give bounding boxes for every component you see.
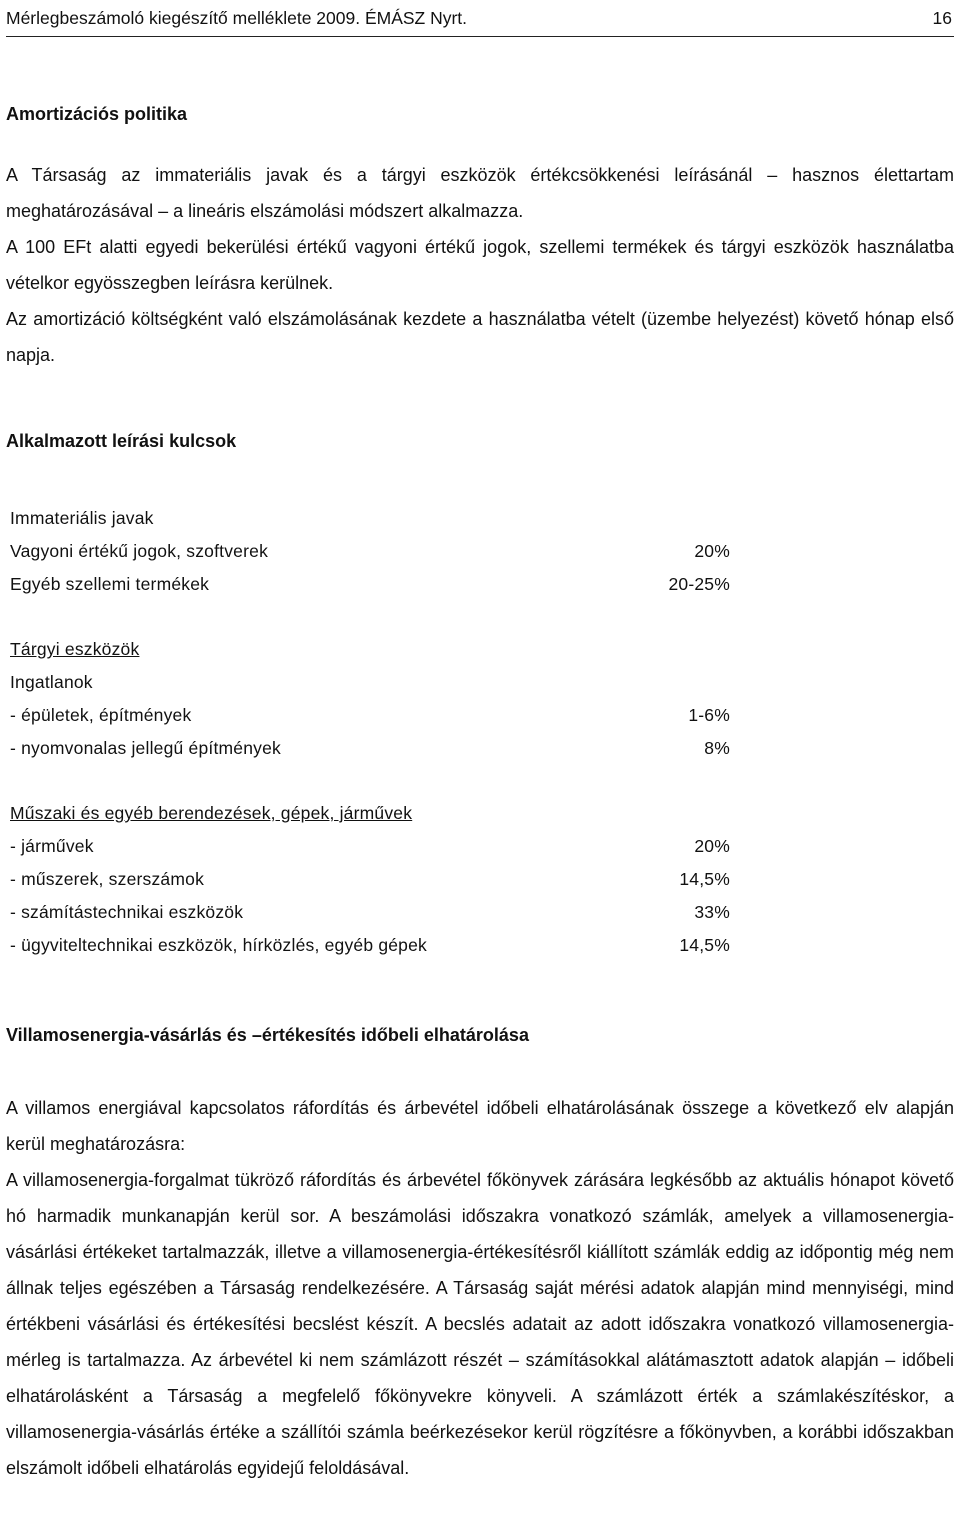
rate-value: 20-25% xyxy=(668,574,730,594)
rate-value: 14,5% xyxy=(679,935,730,955)
header-title: Mérlegbeszámoló kiegészítő melléklete 2009. ÉMÁSZ Nyrt. xyxy=(6,8,468,28)
rate-row xyxy=(10,699,730,732)
rate-row xyxy=(10,863,730,896)
energy-paragraph-2: A villamosenergia-forgalmat tükröző ráfordítás és árbevétel főkönyvek zárására legkésőbb az aktuális hónapot követő hó harmadik munkanapján kerül sor. A beszámolási időszakra vonatkozó számlák, amelyek a villamosenergia-vásárlási értékeket tartalmazzák, illetve a villamosenergia-értékesítésről kiállított számlák eddig az időpontig még nem állnak teljes egészében a Társaság rendelkezésére. A Társaság saját mérési adatok alapján mind mennyiségi, mind értékbeni vásárlási és értékesítési becslést készít. A becslés adatait az adott időszakra vonatkozó villamosenergia-mérleg is tartalmazza. Az árbevétel ki nem számlázott részét – számításokkal alátámasztott adatok alapján – időbeli elhatárolásként a Társaság a megfelelő főkönyvekre könyveli. A számlázott érték a számlakészítéskor, a villamosenergia-vásárlás értéke a szállítói számla beérkezésekor kerül rögzítésre a főkönyvben, a korábbi időszakban elszámolt időbeli elhatárolás egyidejű feloldásával. xyxy=(6,1170,954,1478)
rate-row xyxy=(10,929,730,962)
amortization-paragraph-3: Az amortizáció költségként való elszámolásának kezdete a használatba vételt (üzembe helyezést) követő hónap első napja. xyxy=(6,309,954,365)
rate-label: Egyéb szellemi termékek xyxy=(10,574,210,594)
energy-heading: Villamosenergia-vásárlás és –értékesítés időbeli elhatárolása xyxy=(6,1025,529,1045)
rate-label: Vagyoni értékű jogok, szoftverek xyxy=(10,541,269,561)
rate-value: 8% xyxy=(704,738,730,758)
realestate-title: Ingatlanok xyxy=(10,672,93,692)
machinery-title-row xyxy=(10,797,730,830)
intangible-title: Immateriális javak xyxy=(10,508,154,528)
rate-label: - számítástechnikai eszközök xyxy=(10,902,244,922)
tangible-rates xyxy=(10,633,730,765)
tangible-title: Tárgyi eszközök xyxy=(10,639,140,659)
tangible-title-row xyxy=(10,633,730,666)
realestate-title-row xyxy=(10,666,730,699)
intangible-rates xyxy=(10,502,730,601)
rate-row xyxy=(10,896,730,929)
rates-heading: Alkalmazott leírási kulcsok xyxy=(6,431,237,451)
amortization-heading: Amortizációs politika xyxy=(6,104,188,124)
amortization-paragraph-2: A 100 EFt alatti egyedi bekerülési értékű vagyoni értékű jogok, szellemi termékek és tárgyi eszközök használatba vételkor egyösszegben leírásra kerülnek. xyxy=(6,237,954,293)
rate-value: 20% xyxy=(694,836,730,856)
rate-label: - nyomvonalas jellegű építmények xyxy=(10,738,281,758)
energy-paragraph-1: A villamos energiával kapcsolatos ráfordítás és árbevétel időbeli elhatárolásának összege a következő elv alapján kerül meghatározásra: xyxy=(6,1098,954,1154)
rate-label: - járművek xyxy=(10,836,94,856)
page-number: 16 xyxy=(932,8,952,28)
page-header xyxy=(6,4,954,37)
machinery-rates xyxy=(10,797,730,962)
rate-row xyxy=(10,830,730,863)
machinery-title: Műszaki és egyéb berendezések, gépek, járművek xyxy=(10,803,413,823)
intangible-title-row xyxy=(10,502,730,535)
rate-value: 20% xyxy=(694,541,730,561)
rate-label: - épületek, építmények xyxy=(10,705,192,725)
rate-row xyxy=(10,568,730,601)
rate-value: 14,5% xyxy=(679,869,730,889)
rate-row xyxy=(10,535,730,568)
rate-row xyxy=(10,732,730,765)
amortization-paragraph-1: A Társaság az immateriális javak és a tárgyi eszközök értékcsökkenési leírásánál – hasznos élettartam meghatározásával – a lineáris elszámolási módszert alkalmazza. xyxy=(6,165,954,221)
rate-label: - műszerek, szerszámok xyxy=(10,869,205,889)
rate-value: 1-6% xyxy=(688,705,730,725)
rate-label: - ügyviteltechnikai eszközök, hírközlés, egyéb gépek xyxy=(10,935,428,955)
rate-value: 33% xyxy=(694,902,730,922)
